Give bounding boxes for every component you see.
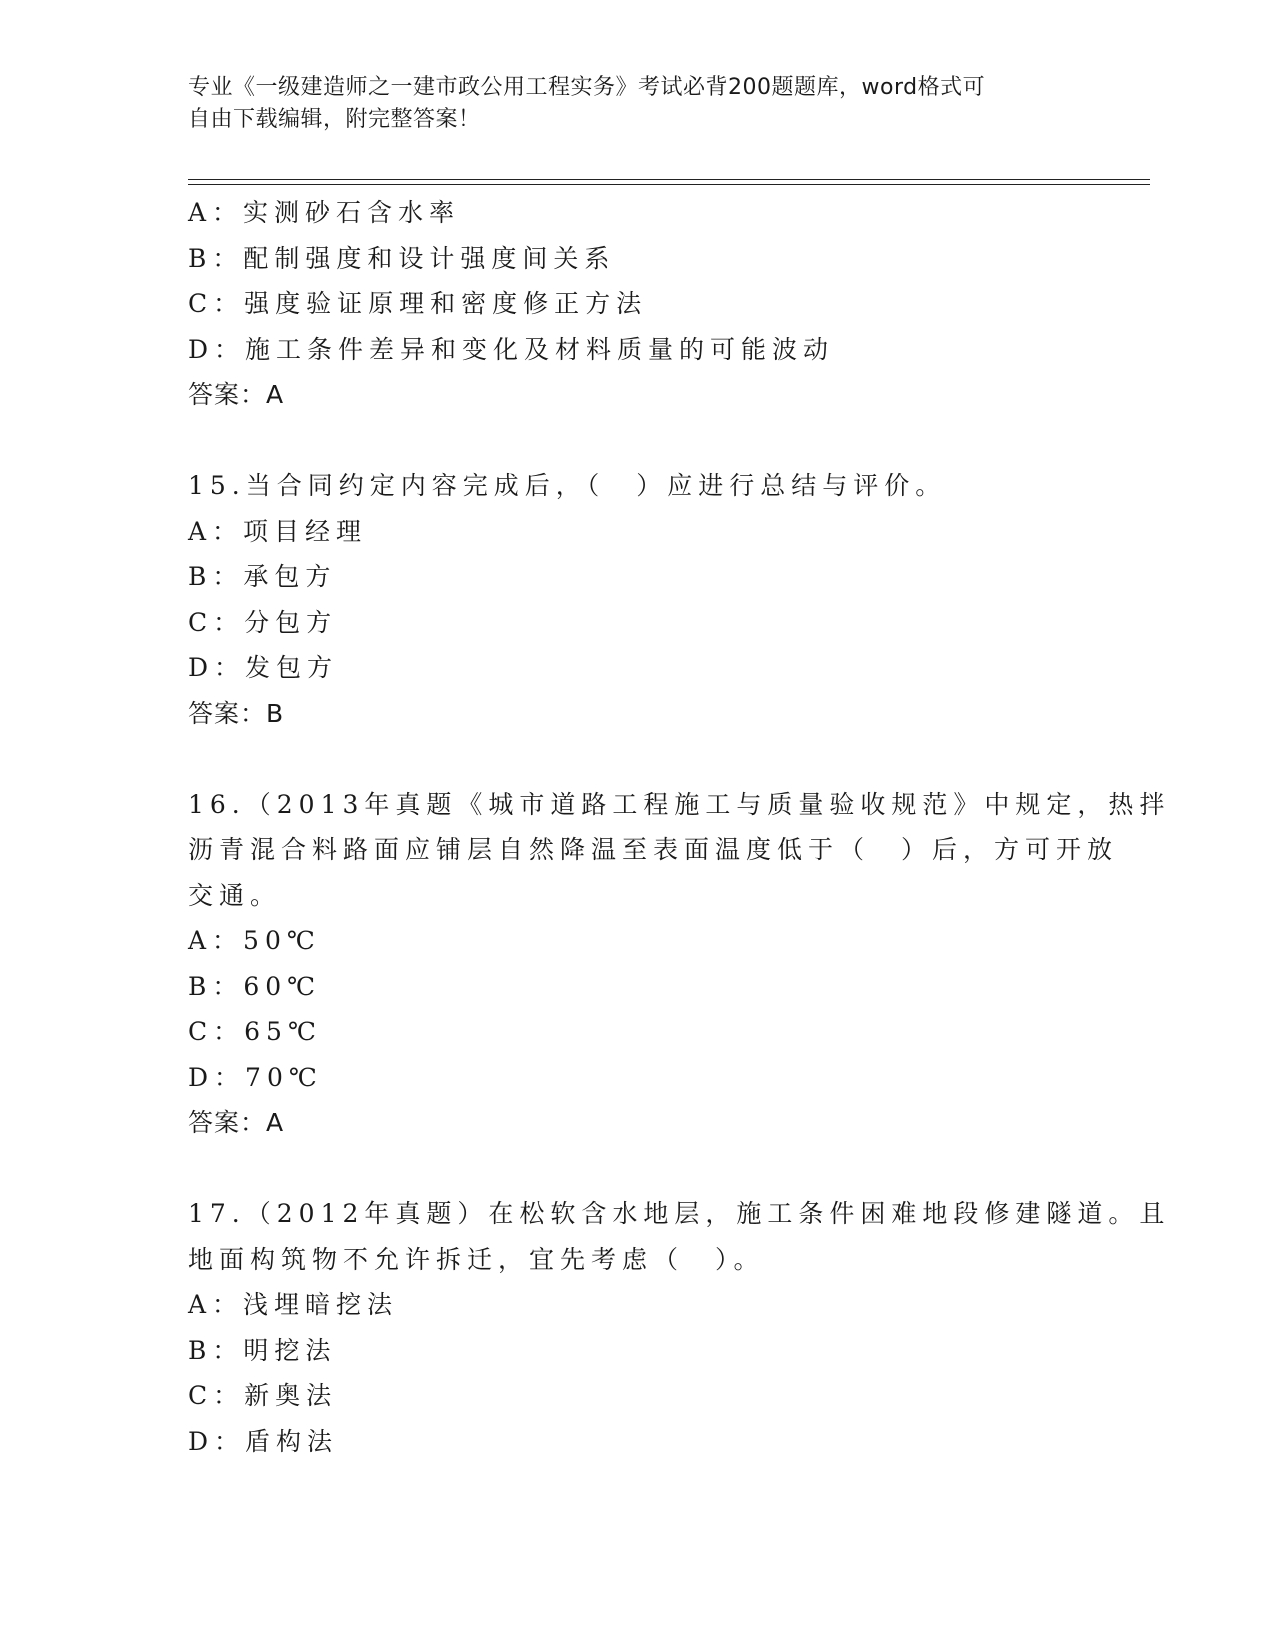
option-c: C：新奥法	[188, 1381, 338, 1410]
header-line-1: 专业《一级建造师之一建市政公用工程实务》考试必背200题题库，word格式可	[188, 75, 986, 100]
option-a: A：项目经理	[188, 516, 368, 546]
question-text-line-1: 16.（2013年真题《城市道路工程施工与质量验收规范》中规定，热拌	[188, 789, 1171, 819]
option-c: C：分包方	[188, 607, 338, 637]
option-b: B：60℃	[188, 971, 322, 1001]
question-list	[188, 190, 1171, 1464]
spacer	[188, 736, 1078, 782]
question-16	[188, 782, 1171, 1146]
option-a: A：浅埋暗挖法	[188, 1290, 399, 1319]
option-b: B：明挖法	[188, 1335, 337, 1365]
document-header	[188, 72, 1068, 136]
option-b: B：承包方	[188, 562, 337, 591]
option-d: D：施工条件差异和变化及材料质量的可能波动	[188, 334, 835, 364]
question-text-line-3: 交通。	[188, 880, 282, 910]
question-text-line-1: 17.（2012年真题）在松软含水地层，施工条件困难地段修建隧道。且	[188, 1199, 1171, 1228]
header-divider-top	[188, 179, 1150, 180]
option-c: C：65℃	[188, 1017, 322, 1046]
question-text: 15.当合同约定内容完成后，（ ）应进行总结与评价。	[188, 471, 947, 500]
question-text-line-2: 沥青混合料路面应铺层自然降温至表面温度低于（ ）后，方可开放	[188, 835, 1119, 864]
question-text-line-2: 地面构筑物不允许拆迁，宜先考虑（ ）。	[188, 1244, 765, 1274]
option-a: A：50℃	[188, 926, 321, 955]
header-divider-bottom	[188, 184, 1150, 185]
option-a: A：实测砂石含水率	[188, 198, 461, 227]
option-d: D：发包方	[188, 653, 339, 682]
spacer	[188, 1146, 1078, 1192]
option-b: B：配制强度和设计强度间关系	[188, 243, 616, 273]
option-d: D：70℃	[188, 1062, 323, 1092]
answer: 答案：A	[188, 380, 285, 409]
header-line-2: 自由下载编辑，附完整答案！	[188, 107, 481, 132]
answer: 答案：B	[188, 698, 285, 728]
answer: 答案：A	[188, 1108, 285, 1137]
option-d: D：盾构法	[188, 1426, 339, 1456]
question-14	[188, 190, 1078, 418]
spacer	[188, 418, 1078, 464]
option-c: C：强度验证原理和密度修正方法	[188, 289, 648, 318]
question-15	[188, 463, 1078, 736]
question-17	[188, 1191, 1171, 1464]
